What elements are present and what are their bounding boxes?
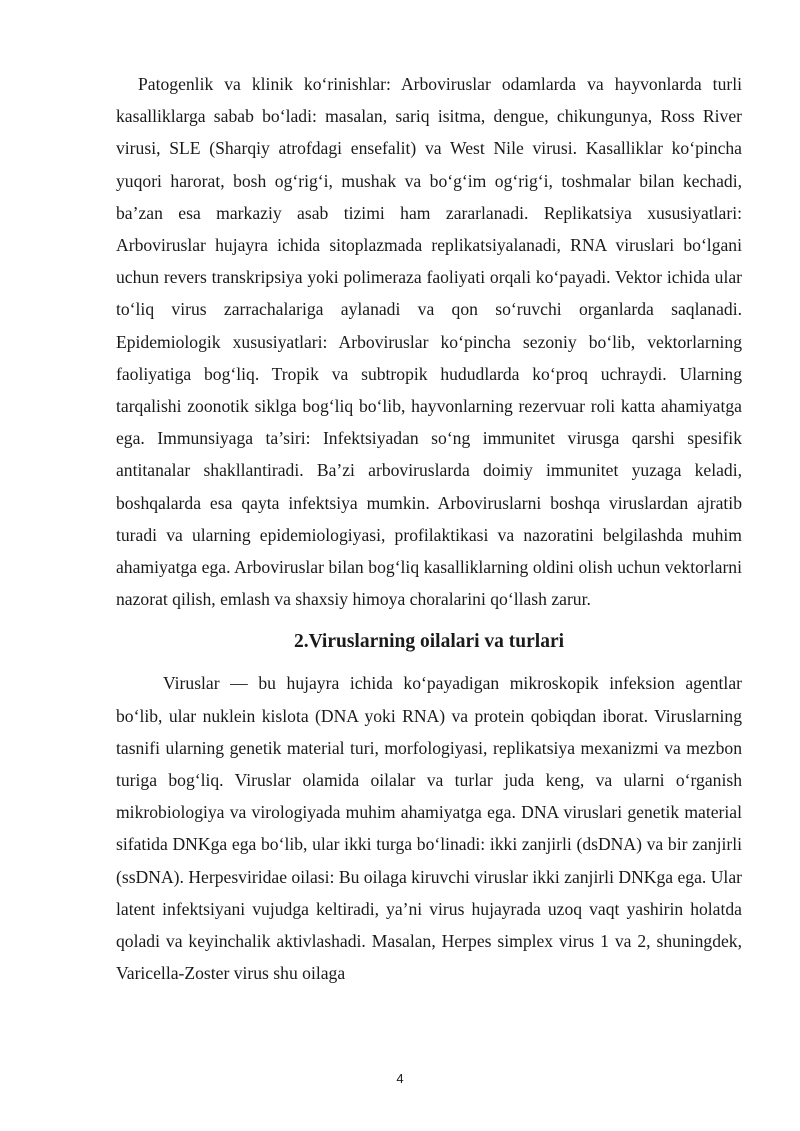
- paragraph-pathogenesis: Patogenlik va klinik ko‘rinishlar: Arboviruslar odamlarda va hayvonlarda turli kasalliklarga sabab bo‘ladi: masalan, sariq isitma, dengue, chikungunya, Ross River virusi, SLE (Sharqiy atrofdagi ensefalit) va West Nile virusi. Kasalliklar ko‘pincha yuqori harorat, bosh og‘rig‘i, mushak va bo‘g‘im og‘rig‘i, toshmalar bilan kechadi, ba’zan esa markaziy asab tizimi ham zararlanadi. Replikatsiya xususiyatlari: Arboviruslar hujayra ichida sitoplazmada replikatsiyalanadi, RNA viruslari bo‘lgani uchun revers transkripsiya yoki polimeraza faoliyati orqali ko‘payadi. Vektor ichida ular to‘liq virus zarrachalariga aylanadi va qon so‘ruvchi organlarda saqlanadi. Epidemiologik xususiyatlari: Arboviruslar ko‘pincha sezoniy bo‘lib, vektorlarning faoliyatiga bog‘liq. Tropik va subtropik hududlarda ko‘proq uchraydi. Ularning tarqalishi zoonotik siklga bog‘liq bo‘lib, hayvonlarning rezervuar roli katta ahamiyatga ega. Immunsiyaga ta’siri: Infektsiyadan so‘ng immunitet virusga qarshi spesifik antitanalar shakllantiradi. Ba’zi arboviruslarda doimiy immunitet yuzaga keladi, boshqalarda esa qayta infektsiya mumkin. Arboviruslarni boshqa viruslardan ajratib turadi va ularning epidemiologiyasi, profilaktikasi va nazoratini belgilashda muhim ahamiyatga ega. Arboviruslar bilan bog‘liq kasalliklarning oldini olish uchun vektorlarni nazorat qilish, emlash va shaxsiy himoya choralarini qo‘llash zarur.: [116, 74, 742, 610]
- paragraph-virus-families: Viruslar — bu hujayra ichida ko‘payadigan mikroskopik infeksion agentlar bo‘lib, ular nuklein kislota (DNA yoki RNA) va protein qobiqdan iborat. Viruslarning tasnifi ularning genetik material turi, morfologiyasi, replikatsiya mexanizmi va mezbon turiga bog‘liq. Viruslar olamida oilalar va turlar juda keng, va ularni o‘rganish mikrobiologiya va virologiyada muhim ahamiyatga ega. DNA viruslari genetik material sifatida DNKga ega bo‘lib, ular ikki turga bo‘linadi: ikki zanjirli (dsDNA) va bir zanjirli (ssDNA). Herpesviridae oilasi: Bu oilaga kiruvchi viruslar ikki zanjirli DNKga ega. Ular latent infektsiyani vujudga keltiradi, ya’ni virus hujayrada uzoq vaqt yashirin holatda qoladi va keyinchalik aktivlashadi. Masalan, Herpes simplex virus 1 va 2, shuningdek, Varicella-Zoster virus shu oilaga: [116, 673, 742, 984]
- section-heading: 2.Viruslarning oilalari va turlari: [293, 631, 565, 653]
- page-number: 4: [396, 1071, 404, 1086]
- document-page: [116, 68, 742, 989]
